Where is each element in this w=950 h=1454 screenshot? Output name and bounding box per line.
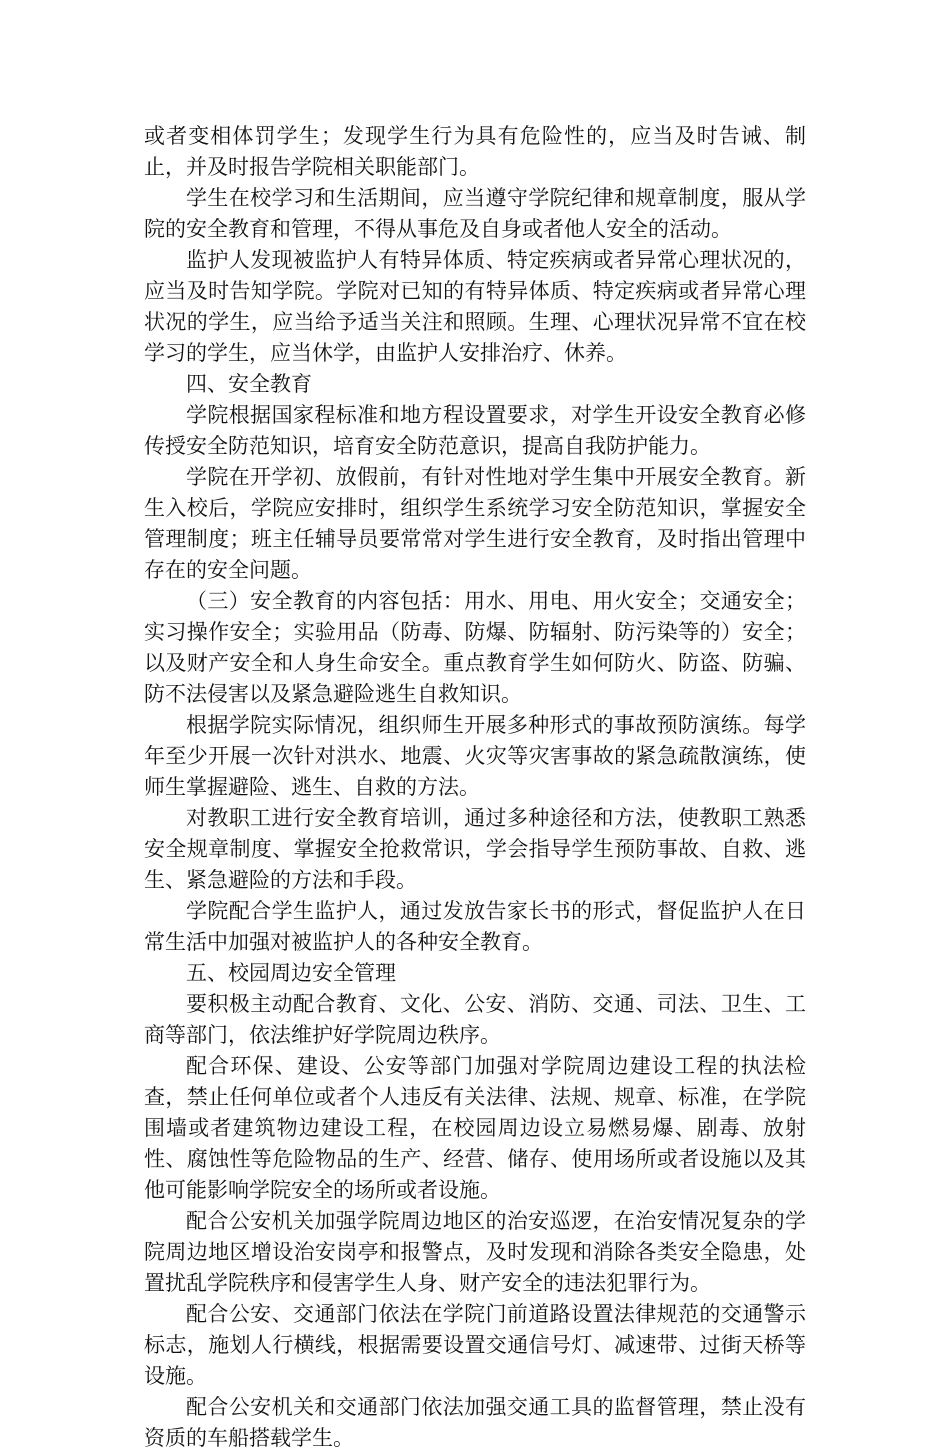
paragraph: 配合公安机关加强学院周边地区的治安巡逻，在治安情况复杂的学院周边地区增设治安岗亭和报警点，及时发现和消除各类安全隐患，处置扰乱学院秩序和侵害学生人身、财产安全的违法犯罪行为。 (144, 1209, 806, 1295)
paragraph: 配合环保、建设、公安等部门加强对学院周边建设工程的执法检查，禁止任何单位或者个人违反有关法律、法规、规章、标准，在学院围墙或者建筑物边建设工程，在校园周边设立易燃易爆、剧毒、放射性、腐蚀性等危险物品的生产、经营、储存、使用场所或者设施以及其他可能影响学院安全的场所或者设施。 (144, 1054, 806, 1202)
paragraph-continuation: 或者变相体罚学生；发现学生行为具有危险性的，应当及时告诫、制止，并及时报告学院相关职能部门。 (144, 124, 806, 179)
paragraph: 学生在校学习和生活期间，应当遵守学院纪律和规章制度，服从学院的安全教育和管理，不得从事危及自身或者他人安全的活动。 (144, 186, 806, 241)
paragraph: 配合公安机关和交通部门依法加强交通工具的监督管理，禁止没有资质的车船搭载学生。 (144, 1395, 806, 1450)
document-body (144, 121, 806, 1454)
section-heading: 四、安全教育 (186, 372, 312, 396)
paragraph: 监护人发现被监护人有特异体质、特定疾病或者异常心理状况的，应当及时告知学院。学院对已知的有特异体质、特定疾病或者异常心理状况的学生，应当给予适当关注和照顾。生理、心理状况异常不宜在校学习的学生，应当休学，由监护人安排治疗、休养。 (144, 248, 806, 365)
paragraph: 学院在开学初、放假前，有针对性地对学生集中开展安全教育。新生入校后，学院应安排时，组织学生系统学习安全防范知识，掌握安全管理制度；班主任辅导员要常常对学生进行安全教育，及时指出管理中存在的安全问题。 (144, 465, 806, 582)
paragraph: 学院根据国家程标准和地方程设置要求，对学生开设安全教育必修传授安全防范知识，培育安全防范意识，提高自我防护能力。 (144, 403, 806, 458)
paragraph: 配合公安、交通部门依法在学院门前道路设置法律规范的交通警示标志，施划人行横线，根据需要设置交通信号灯、减速带、过街天桥等设施。 (144, 1302, 806, 1388)
section-heading: 五、校园周边安全管理 (186, 961, 396, 985)
paragraph: （三）安全教育的内容包括：用水、用电、用火安全；交通安全；实习操作安全；实验用品（防毒、防爆、防辐射、防污染等的）安全；以及财产安全和人身生命安全。重点教育学生如何防火、防盗、防骗、防不法侵害以及紧急避险逃生自救知识。 (144, 589, 806, 706)
paragraph: 学院配合学生监护人，通过发放告家长书的形式，督促监护人在日常生活中加强对被监护人的各种安全教育。 (144, 899, 806, 954)
paragraph: 对教职工进行安全教育培训，通过多种途径和方法，使教职工熟悉安全规章制度、掌握安全抢救常识，学会指导学生预防事故、自救、逃生、紧急避险的方法和手段。 (144, 806, 806, 892)
paragraph: 根据学院实际情况，组织师生开展多种形式的事故预防演练。每学年至少开展一次针对洪水、地震、火灾等灾害事故的紧急疏散演练，使师生掌握避险、逃生、自救的方法。 (144, 713, 806, 799)
paragraph: 要积极主动配合教育、文化、公安、消防、交通、司法、卫生、工商等部门，依法维护好学院周边秩序。 (144, 992, 806, 1047)
